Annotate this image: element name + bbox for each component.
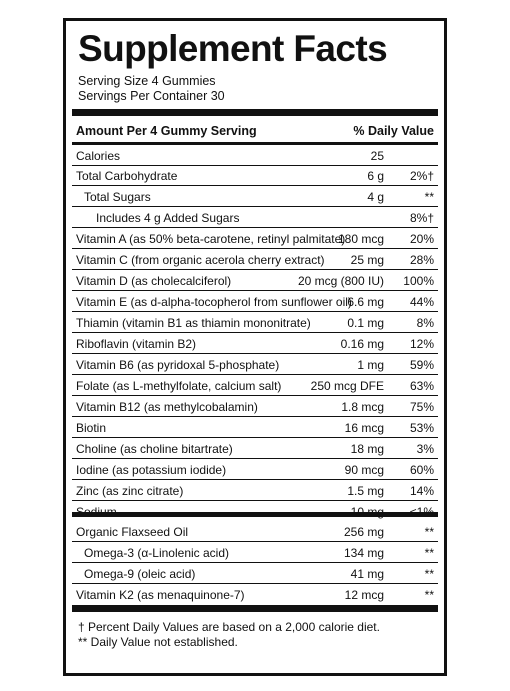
nutrient-name: Vitamin E (as d-alpha-tocopherol from sunflower oil) <box>76 295 352 309</box>
row-divider <box>72 332 438 333</box>
table-row <box>72 397 438 417</box>
nutrient-amount: 1.8 mcg <box>341 400 384 414</box>
table-row <box>72 292 438 312</box>
table-row <box>72 187 438 207</box>
nutrient-daily-value: 100% <box>403 274 434 288</box>
nutrient-amount: 6 g <box>367 169 384 183</box>
table-row <box>72 334 438 354</box>
table-row <box>72 250 438 270</box>
nutrient-name: Omega-9 (oleic acid) <box>84 567 196 581</box>
nutrient-name: Vitamin C (from organic acerola cherry extract) <box>76 253 325 267</box>
nutrient-name: Vitamin D (as cholecalciferol) <box>76 274 232 288</box>
daily-value-header: % Daily Value <box>353 124 434 138</box>
nutrient-daily-value: 14% <box>409 484 434 498</box>
nutrient-name: Riboflavin (vitamin B2) <box>76 337 197 351</box>
nutrient-amount: 180 mcg <box>337 232 384 246</box>
table-row <box>72 313 438 333</box>
nutrient-daily-value: ** <box>424 190 434 204</box>
nutrient-daily-value: 20% <box>409 232 434 246</box>
nutrient-name: Includes 4 g Added Sugars <box>96 211 240 225</box>
servings-per-container: Servings Per Container 30 <box>78 89 225 103</box>
nutrient-amount: 6.6 mg <box>347 295 384 309</box>
nutrient-amount: 25 <box>370 149 384 163</box>
nutrient-name: Calories <box>76 149 121 163</box>
row-divider <box>72 395 438 396</box>
nutrient-name: Biotin <box>76 421 107 435</box>
row-divider <box>72 437 438 438</box>
table-row <box>72 376 438 396</box>
row-divider <box>72 248 438 249</box>
table-row <box>72 543 438 563</box>
nutrient-daily-value: 8% <box>416 316 434 330</box>
nutrient-name: Iodine (as potassium iodide) <box>76 463 227 477</box>
nutrient-name: Folate (as L-methylfolate, calcium salt) <box>76 379 282 393</box>
nutrient-daily-value: 2%† <box>409 169 434 183</box>
serving-size: Serving Size 4 Gummies <box>78 74 216 88</box>
nutrient-amount: 250 mcg DFE <box>310 379 384 393</box>
table-row <box>72 146 438 166</box>
nutrient-amount: 4 g <box>367 190 384 204</box>
nutrient-amount: 0.1 mg <box>347 316 384 330</box>
header-rule <box>72 142 438 145</box>
supplement-facts-panel <box>63 18 447 676</box>
nutrient-name: Vitamin B12 (as methylcobalamin) <box>76 400 258 414</box>
nutrient-name: Vitamin B6 (as pyridoxal 5-phosphate) <box>76 358 280 372</box>
nutrient-daily-value: 75% <box>409 400 434 414</box>
thick-rule-top <box>72 109 438 116</box>
nutrient-daily-value: 60% <box>409 463 434 477</box>
row-divider <box>72 185 438 186</box>
nutrient-amount: 20 mcg (800 IU) <box>297 274 384 288</box>
nutrient-amount: 0.16 mg <box>340 337 384 351</box>
nutrient-name: Omega-3 (α-Linolenic acid) <box>84 546 229 560</box>
row-divider <box>72 562 438 563</box>
row-divider <box>72 500 438 501</box>
nutrient-amount: 18 mg <box>350 442 384 456</box>
nutrient-name: Thiamin (vitamin B1 as thiamin mononitrate) <box>76 316 311 330</box>
nutrient-daily-value: 53% <box>409 421 434 435</box>
nutrient-daily-value: 59% <box>409 358 434 372</box>
thick-rule-bottom <box>72 605 438 612</box>
nutrient-name: Choline (as choline bitartrate) <box>76 442 233 456</box>
row-divider <box>72 227 438 228</box>
nutrient-name: Total Carbohydrate <box>76 169 178 183</box>
nutrient-name: Organic Flaxseed Oil <box>76 525 189 539</box>
nutrient-amount: 1 mg <box>357 358 384 372</box>
table-header <box>72 121 438 141</box>
footnote-dv-not-established: ** Daily Value not established. <box>78 635 238 649</box>
nutrient-daily-value: 3% <box>416 442 434 456</box>
table-row <box>72 271 438 291</box>
nutrient-amount: 134 mg <box>343 546 384 560</box>
nutrient-daily-value: ** <box>424 588 434 602</box>
row-divider <box>72 479 438 480</box>
nutrient-daily-value: 8%† <box>409 211 434 225</box>
amount-header: Amount Per 4 Gummy Serving <box>76 124 257 138</box>
row-divider <box>72 311 438 312</box>
row-divider <box>72 583 438 584</box>
row-divider <box>72 374 438 375</box>
table-row <box>72 585 438 605</box>
table-row <box>72 522 438 542</box>
row-divider <box>72 269 438 270</box>
nutrient-daily-value: ** <box>424 567 434 581</box>
row-divider <box>72 290 438 291</box>
row-divider <box>72 458 438 459</box>
nutrient-amount: 256 mg <box>343 525 384 539</box>
footnote-percent-dv: † Percent Daily Values are based on a 2,000 calorie diet. <box>78 620 380 634</box>
table-row <box>72 564 438 584</box>
table-row <box>72 439 438 459</box>
table-row <box>72 166 438 186</box>
nutrient-amount: 12 mcg <box>344 588 384 602</box>
nutrient-daily-value: 12% <box>409 337 434 351</box>
nutrient-daily-value: ** <box>424 546 434 560</box>
row-divider <box>72 416 438 417</box>
table-row <box>72 229 438 249</box>
nutrient-amount: 25 mg <box>350 253 384 267</box>
row-divider <box>72 353 438 354</box>
table-row <box>72 481 438 501</box>
table-row <box>72 460 438 480</box>
nutrient-amount: 90 mcg <box>344 463 384 477</box>
table-row <box>72 418 438 438</box>
nutrient-name: Vitamin A (as 50% beta-carotene, retinyl palmitate) <box>76 232 346 246</box>
nutrient-amount: 1.5 mg <box>347 484 384 498</box>
nutrient-name: Zinc (as zinc citrate) <box>76 484 184 498</box>
nutrient-daily-value: 28% <box>409 253 434 267</box>
panel-title: Supplement Facts <box>78 28 388 69</box>
row-divider <box>72 206 438 207</box>
row-divider <box>72 541 438 542</box>
nutrient-daily-value: ** <box>424 525 434 539</box>
nutrient-name: Total Sugars <box>84 190 151 204</box>
thick-rule-middle <box>72 512 438 517</box>
nutrient-amount: 16 mcg <box>344 421 384 435</box>
table-row <box>72 355 438 375</box>
nutrient-amount: 41 mg <box>350 567 384 581</box>
nutrient-name: Vitamin K2 (as menaquinone-7) <box>76 588 245 602</box>
nutrient-daily-value: 44% <box>409 295 434 309</box>
nutrient-daily-value: 63% <box>409 379 434 393</box>
table-row <box>72 208 438 228</box>
